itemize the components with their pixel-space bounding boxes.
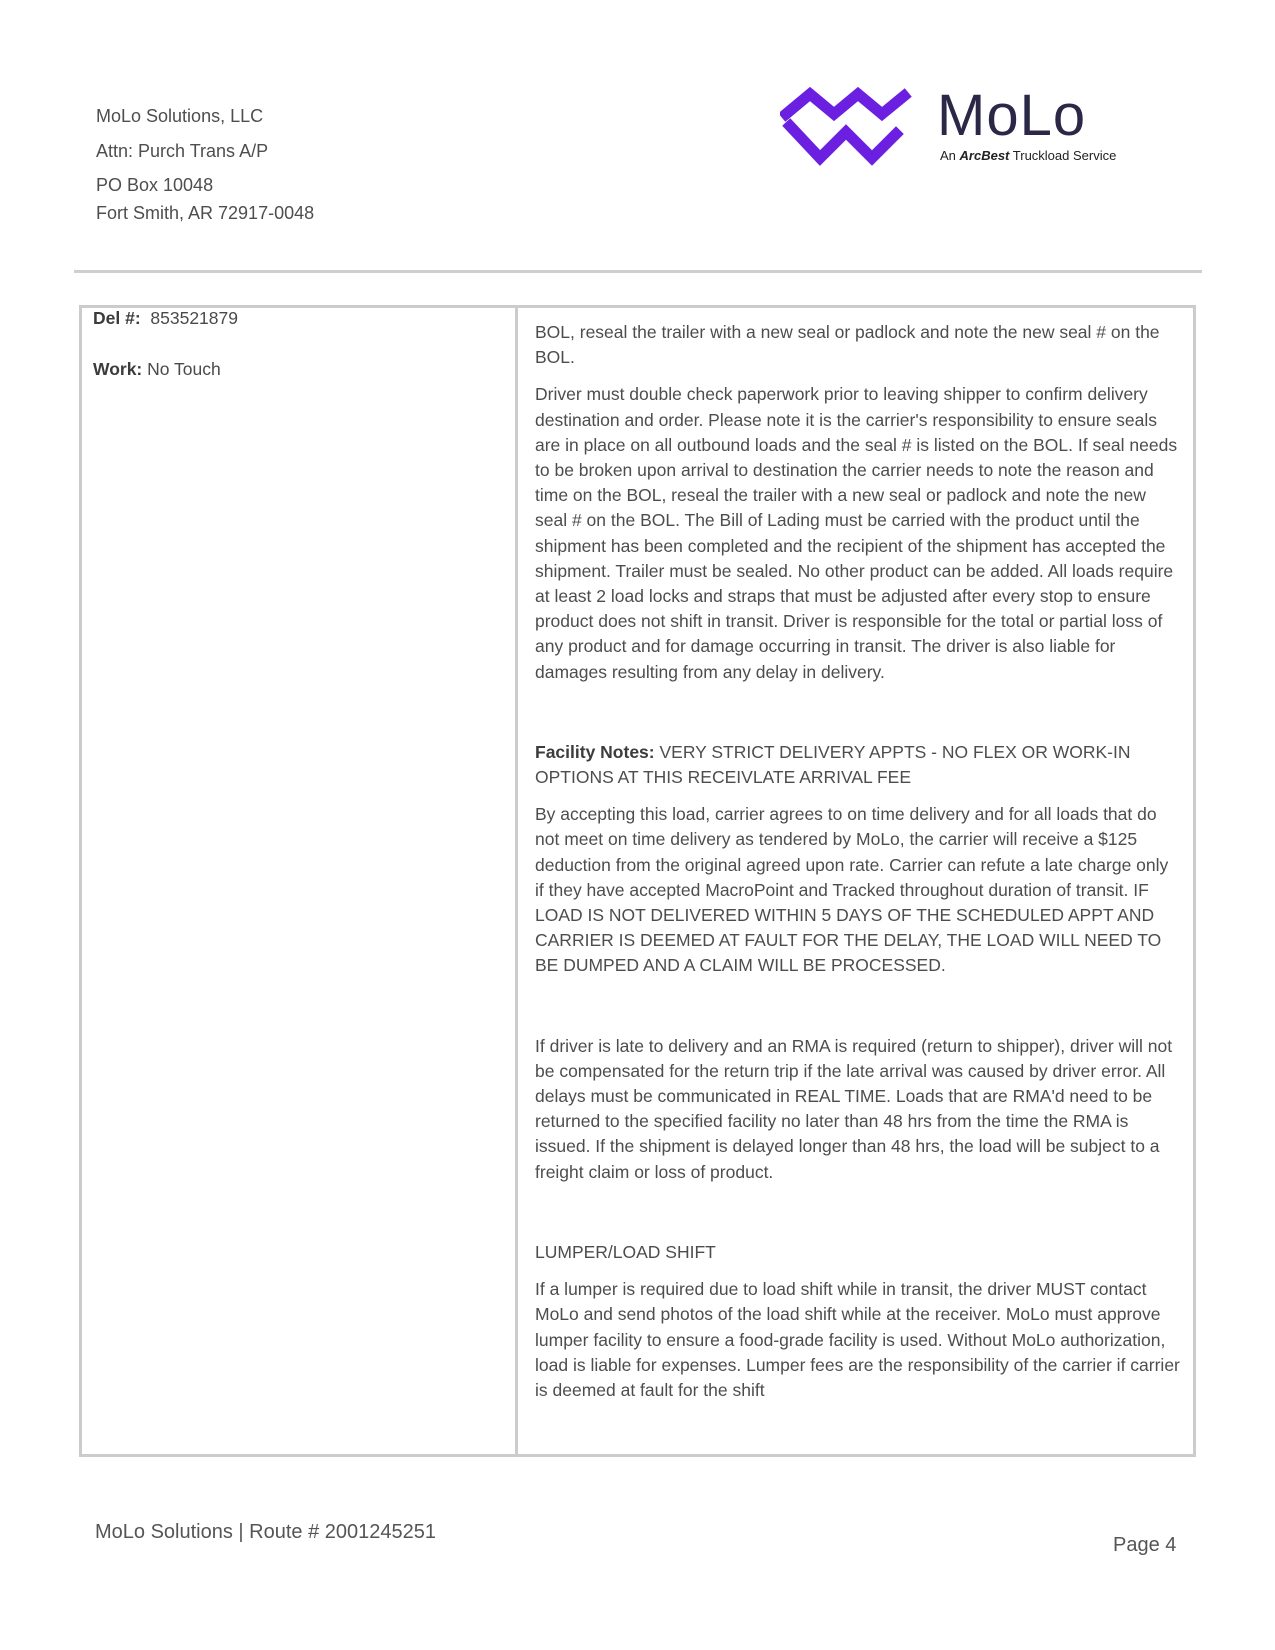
footer-route: MoLo Solutions | Route # 2001245251 (95, 1521, 437, 1543)
del-label: Del #: (93, 308, 141, 328)
column-divider (515, 308, 518, 1454)
lumper-paragraph: If a lumper is required due to load shift while in transit, the driver MUST contact MoLo and send photos of the load shift while at the receiver. MoLo must approve lumper facility to ensure a food-grade facility is used. Without MoLo authorization, load is liable for expenses. Lumper fees are the responsibility of the carrier if carrier is deemed at fault for the shift (535, 1279, 1180, 1400)
del-number (93, 308, 238, 329)
on-time-delivery-paragraph: By accepting this load, carrier agrees to on time delivery and for all loads that do not meet on time delivery as tendered by MoLo, the carrier will receive a $125 deduction from the original agreed upon rate. Carrier can refute a late charge only if they have accepted MacroPoint and Tracked throughout duration of transit. IF LOAD IS NOT DELIVERED WITHIN 5 DAYS OF THE SCHEDULED APPT AND CARRIER IS DEEMED AT FAULT FOR THE DELAY, THE LOAD WILL NEED TO BE DUMPED AND A CLAIM WILL BE PROCESSED. (535, 804, 1169, 976)
lumper-load-shift-heading: LUMPER/LOAD SHIFT (535, 1241, 716, 1262)
molo-logo (780, 83, 1150, 178)
facility-notes-text: VERY STRICT DELIVERY APPTS - NO FLEX OR WORK-IN OPTIONS AT THIS RECEIVLATE ARRIVAL FEE (535, 741, 1131, 788)
logo-tagline-brand: ArcBest (959, 148, 1010, 163)
logo-tagline-prefix: An (940, 148, 956, 163)
rma-paragraph: If driver is late to delivery and an RMA is required (return to shipper), driver will not be compensated for the return trip if the late arrival was caused by driver error. All delays must be communicated in REAL TIME. Loads that are RMA'd need to be returned to the specified facility no later than 48 hrs from the time the RMA is issued. If the shipment is delayed longer than 48 hrs, the load will be subject to a freight claim or loss of product. (535, 1035, 1173, 1182)
logo-tagline (940, 148, 1116, 163)
work-value: No Touch (147, 359, 221, 379)
city-line: Fort Smith, AR 72917-0048 (96, 203, 315, 223)
logo-wordmark: MoLo (937, 83, 1087, 148)
work-type (93, 359, 221, 380)
bol-reseal-paragraph: BOL, reseal the trailer with a new seal or padlock and note the new seal # on the BOL. (535, 322, 1160, 368)
facility-notes-label: Facility Notes: (535, 741, 655, 762)
page-number: Page 4 (1113, 1534, 1177, 1556)
del-value: 853521879 (150, 308, 238, 328)
attn-line: Attn: Purch Trans A/P (96, 141, 269, 161)
delivery-table (79, 305, 1196, 1457)
molo-logo-mark-icon (780, 86, 914, 178)
driver-paperwork-paragraph: Driver must double check paperwork prior to leaving shipper to confirm delivery destination and order. Please note it is the carrier's responsibility to ensure seals are in place on all outbound loads and the seal # is listed on the BOL. If seal needs to be broken upon arrival to destination the carrier needs to note the reason and time on the BOL, reseal the trailer with a new seal or padlock and note the new seal # on the BOL. The Bill of Lading must be carried with the product until the shipment has been completed and the recipient of the shipment has accepted the shipment. Trailer must be sealed. No other product can be added. All loads require at least 2 load locks and straps that must be adjusted after every stop to ensure product does not shift in transit. Driver is responsible for the total or partial loss of any product and for damage occurring in transit. The driver is also liable for damages resulting from any delay in delivery. (535, 384, 1178, 682)
header-divider (74, 270, 1202, 273)
instructions-column (535, 320, 1180, 1403)
facility-notes (535, 740, 1180, 790)
company-name: MoLo Solutions, LLC (96, 106, 264, 126)
work-label: Work: (93, 359, 143, 379)
po-box-line: PO Box 10048 (96, 175, 214, 195)
logo-tagline-suffix: Truckload Service (1012, 148, 1117, 163)
